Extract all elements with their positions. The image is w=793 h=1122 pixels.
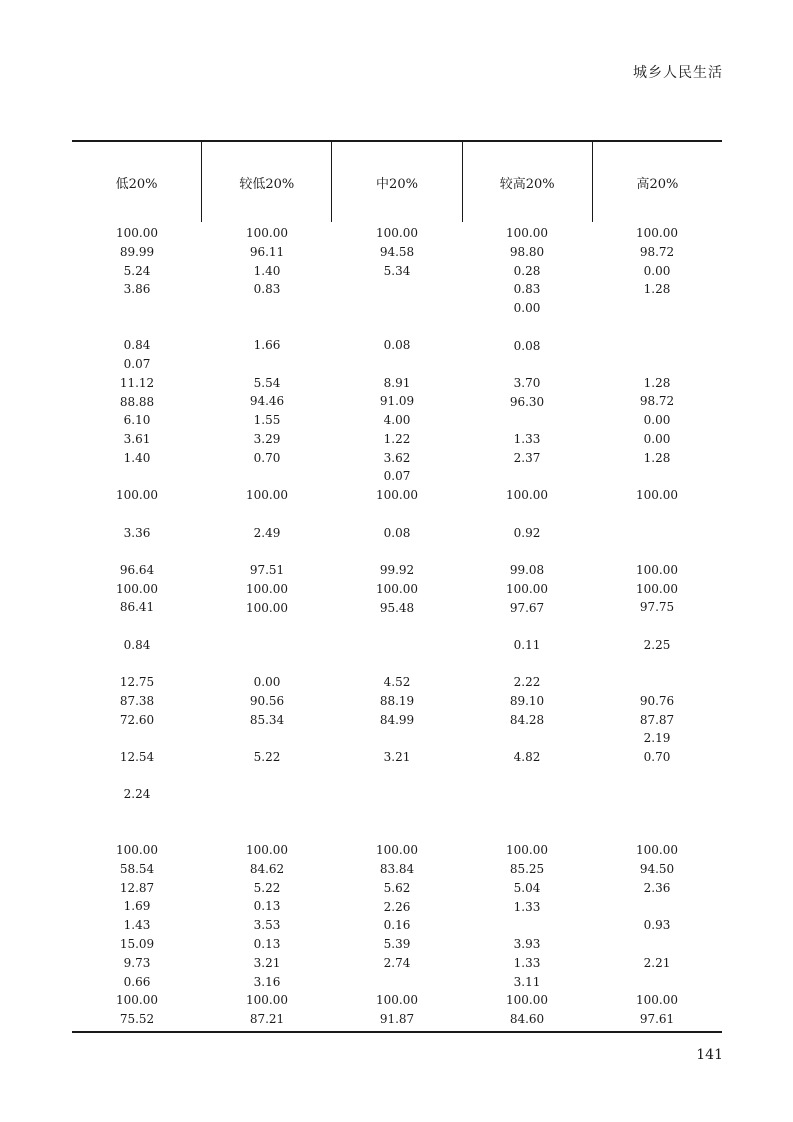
table-cell: 4.82 (513, 750, 541, 765)
table-column-lower-20 (202, 224, 332, 1029)
table-cell: 1.28 (643, 282, 671, 297)
table-cell: 100.00 (376, 993, 418, 1008)
table-cell (332, 299, 462, 318)
table-cell: 5.54 (253, 375, 281, 390)
table-bottom-rule (72, 1031, 722, 1033)
table-cell: 89.10 (509, 694, 545, 709)
page-number: 141 (696, 1047, 723, 1063)
table-cell (462, 318, 592, 337)
table-cell: 99.92 (379, 563, 415, 578)
table-cell (592, 655, 722, 674)
data-table (72, 140, 722, 1033)
table-cell (592, 786, 722, 805)
table-cell: 0.28 (513, 263, 541, 278)
table-cell: 0.07 (123, 356, 151, 371)
table-cell: 58.54 (119, 861, 155, 876)
header-middle-20: 中20% (332, 142, 462, 222)
table-cell: 0.08 (513, 338, 541, 353)
table-cell: 91.09 (379, 394, 415, 409)
table-cell (462, 655, 592, 674)
table-cell: 85.25 (509, 862, 545, 877)
table-cell: 95.48 (379, 600, 415, 615)
table-cell: 0.70 (253, 450, 281, 465)
table-cell: 100.00 (636, 993, 678, 1008)
table-cell (462, 767, 592, 786)
table-cell: 97.51 (249, 562, 285, 577)
table-cell (332, 973, 462, 992)
table-cell (202, 785, 332, 804)
table-cell (202, 654, 332, 673)
table-cell (202, 636, 332, 655)
table-cell (462, 916, 592, 935)
table-cell: 100.00 (116, 488, 158, 503)
table-cell: 5.24 (123, 263, 151, 278)
table-cell: 5.39 (383, 937, 411, 952)
table-cell: 83.84 (379, 862, 415, 877)
table-cell: 72.60 (119, 712, 155, 727)
table-cell (72, 655, 202, 674)
table-cell: 88.88 (119, 394, 155, 409)
table-cell: 96.30 (509, 394, 545, 409)
table-cell: 97.75 (639, 600, 675, 615)
table-cell (332, 730, 462, 749)
table-cell: 100.00 (376, 226, 418, 240)
table-cell: 3.86 (123, 282, 151, 297)
table-cell (592, 299, 722, 318)
table-cell: 12.87 (119, 880, 155, 895)
table-cell: 100.00 (636, 488, 678, 503)
table-cell: 5.34 (383, 263, 411, 278)
table-cell: 99.08 (509, 562, 545, 577)
table-cell: 0.70 (643, 750, 671, 765)
table-cell (72, 299, 202, 318)
table-cell (72, 804, 202, 823)
table-body (72, 224, 722, 1029)
table-cell (592, 318, 722, 337)
header-lower-20: 较低20% (202, 142, 332, 222)
table-cell (332, 767, 462, 786)
table-cell: 1.33 (513, 955, 541, 970)
table-cell: 87.38 (119, 693, 155, 708)
table-cell: 2.74 (383, 956, 411, 971)
table-cell: 5.22 (253, 880, 281, 895)
table-cell (332, 636, 462, 655)
table-cell: 98.72 (639, 394, 675, 409)
table-cell: 100.00 (246, 600, 288, 615)
table-cell: 84.60 (509, 1012, 545, 1027)
table-cell: 0.00 (643, 432, 671, 447)
table-cell (592, 542, 722, 561)
table-cell: 0.93 (643, 918, 671, 933)
table-cell: 2.21 (643, 955, 671, 970)
table-cell: 4.00 (383, 413, 411, 428)
table-cell (592, 804, 722, 823)
table-cell: 1.22 (383, 431, 411, 446)
table-cell: 86.41 (119, 600, 155, 615)
table-cell: 94.58 (379, 244, 415, 259)
table-cell: 85.34 (249, 712, 285, 727)
table-cell (202, 299, 332, 318)
table-cell: 1.33 (513, 899, 541, 914)
table-column-low-20 (72, 224, 202, 1029)
table-cell (592, 823, 722, 842)
table-cell: 75.52 (119, 1012, 155, 1027)
table-cell: 94.46 (249, 394, 285, 409)
table-cell: 1.28 (643, 450, 671, 465)
table-cell: 2.22 (513, 675, 541, 690)
table-cell (202, 767, 332, 786)
table-cell: 2.26 (383, 899, 411, 914)
table-cell (332, 280, 462, 299)
table-cell: 100.00 (246, 843, 288, 858)
table-cell: 4.52 (383, 675, 411, 690)
table-cell (332, 542, 462, 561)
table-cell (202, 318, 332, 337)
table-cell: 100.00 (246, 993, 288, 1008)
table-cell: 3.53 (253, 918, 281, 933)
table-cell: 0.83 (513, 282, 541, 297)
table-cell: 0.08 (383, 525, 411, 540)
table-cell (72, 617, 202, 636)
table-cell (332, 655, 462, 674)
table-cell (592, 355, 722, 374)
table-cell: 98.80 (509, 244, 545, 259)
table-cell: 1.40 (123, 450, 151, 465)
table-cell (592, 973, 722, 992)
table-cell (462, 786, 592, 805)
table-cell: 100.00 (376, 488, 418, 503)
table-cell (202, 468, 332, 487)
table-cell (592, 935, 722, 954)
table-cell: 3.21 (383, 750, 411, 765)
table-cell: 0.83 (253, 282, 281, 297)
table-cell: 8.91 (383, 375, 411, 390)
table-cell: 100.00 (636, 562, 678, 577)
table-cell (462, 505, 592, 524)
table-cell: 0.00 (643, 263, 671, 278)
table-cell: 100.00 (636, 226, 678, 240)
table-cell: 0.08 (383, 338, 411, 353)
table-cell: 0.92 (513, 525, 541, 540)
table-cell (332, 786, 462, 805)
header-high-20: 高20% (636, 176, 679, 192)
table-cell (462, 542, 592, 561)
table-cell: 2.49 (253, 525, 281, 540)
table-cell: 0.00 (513, 301, 541, 316)
table-cell: 0.66 (123, 974, 151, 989)
table-cell: 84.28 (509, 712, 545, 727)
table-cell: 100.00 (116, 226, 158, 240)
table-cell: 100.00 (636, 581, 678, 596)
table-cell: 100.00 (376, 843, 418, 858)
table-cell: 3.29 (253, 432, 281, 447)
table-cell: 97.67 (509, 600, 545, 615)
table-cell (72, 542, 202, 561)
table-cell: 15.09 (119, 937, 155, 952)
table-cell (592, 767, 722, 786)
table-cell: 84.99 (379, 712, 415, 727)
table-cell (592, 468, 722, 487)
table-cell: 100.00 (506, 226, 548, 240)
table-cell (202, 822, 332, 841)
table-cell: 5.62 (383, 880, 411, 895)
table-cell: 1.28 (643, 375, 671, 390)
table-cell (332, 355, 462, 374)
table-cell: 11.12 (119, 375, 155, 390)
table-cell: 100.00 (506, 843, 548, 858)
table-cell: 100.00 (246, 488, 288, 503)
table-cell: 1.55 (253, 413, 281, 428)
table-cell (592, 673, 722, 692)
table-cell: 84.62 (249, 861, 285, 876)
table-cell (462, 804, 592, 823)
table-cell: 0.84 (123, 637, 151, 652)
table-cell (72, 505, 202, 524)
table-cell: 90.56 (249, 693, 285, 708)
table-cell: 5.04 (513, 880, 541, 895)
table-cell: 3.61 (123, 432, 151, 447)
table-cell (202, 617, 332, 636)
table-cell: 5.22 (253, 749, 281, 764)
table-cell: 9.73 (123, 955, 151, 970)
table-cell (202, 542, 332, 561)
table-cell: 0.11 (513, 637, 541, 652)
running-head: 城乡人民生活 (633, 65, 723, 81)
table-cell: 100.00 (506, 581, 548, 596)
table-cell: 88.19 (379, 693, 415, 708)
table-cell (72, 468, 202, 487)
table-cell: 96.64 (119, 562, 155, 577)
table-cell: 0.13 (253, 937, 281, 951)
table-cell (462, 468, 592, 487)
table-cell: 100.00 (116, 581, 158, 596)
table-cell (332, 318, 462, 337)
table-cell: 100.00 (116, 843, 158, 858)
table-cell: 3.70 (513, 375, 541, 390)
table-cell: 96.11 (249, 244, 285, 259)
table-cell: 1.43 (123, 918, 151, 933)
table-cell: 1.33 (513, 432, 541, 447)
table-cell: 12.75 (119, 675, 155, 690)
table-cell: 87.21 (249, 1012, 285, 1027)
table-cell: 2.25 (643, 637, 671, 652)
table-cell: 100.00 (246, 581, 288, 596)
table-column-higher-20 (462, 224, 592, 1029)
table-cell (202, 355, 332, 374)
table-cell (202, 505, 332, 524)
table-cell: 100.00 (506, 488, 548, 503)
table-cell: 2.36 (643, 881, 671, 896)
header-low-20: 低20% (72, 142, 202, 222)
table-cell: 2.19 (643, 731, 671, 746)
table-cell: 100.00 (246, 226, 288, 240)
table-cell (592, 898, 722, 917)
table-cell: 3.36 (123, 525, 151, 540)
table-cell: 91.87 (379, 1012, 415, 1027)
table-cell (592, 524, 722, 543)
table-cell: 12.54 (119, 749, 155, 764)
table-header-row (72, 142, 722, 222)
table-column-middle-20 (332, 224, 462, 1029)
table-cell (462, 355, 592, 374)
table-cell (592, 617, 722, 636)
header-higher-20: 较高20% (463, 142, 593, 222)
table-cell: 0.84 (123, 338, 151, 353)
table-cell: 87.87 (639, 712, 675, 727)
table-cell: 98.72 (639, 244, 675, 259)
table-cell: 1.66 (253, 338, 281, 353)
table-column-high-20 (592, 224, 722, 1029)
table-cell: 0.13 (253, 899, 281, 914)
table-cell: 90.76 (639, 693, 675, 708)
table-cell: 6.10 (123, 413, 151, 428)
table-cell (72, 767, 202, 786)
table-cell: 97.61 (639, 1012, 675, 1027)
table-cell: 2.37 (513, 450, 541, 465)
table-cell: 0.16 (383, 918, 411, 933)
table-cell: 2.24 (123, 787, 151, 802)
table-cell: 0.00 (253, 675, 281, 690)
table-cell: 100.00 (376, 581, 418, 596)
table-cell: 3.16 (253, 974, 281, 989)
table-cell: 100.00 (636, 843, 678, 858)
table-cell: 3.62 (383, 450, 411, 465)
table-cell: 0.00 (643, 413, 671, 428)
table-cell: 1.69 (123, 899, 151, 914)
table-cell: 100.00 (506, 993, 548, 1008)
table-cell: 3.21 (253, 955, 281, 970)
table-cell (592, 505, 722, 524)
table-cell (72, 823, 202, 842)
table-cell: 3.93 (513, 937, 541, 951)
table-cell: 3.11 (513, 974, 541, 989)
table-cell (462, 412, 592, 431)
table-cell (332, 804, 462, 823)
table-cell (462, 823, 592, 842)
table-cell (592, 336, 722, 355)
table-cell (462, 730, 592, 749)
table-cell: 100.00 (116, 993, 158, 1008)
table-cell (202, 729, 332, 748)
table-cell: 1.40 (253, 263, 281, 278)
table-cell (332, 617, 462, 636)
table-cell (72, 729, 202, 748)
table-cell: 94.50 (639, 862, 675, 877)
table-cell (72, 318, 202, 337)
table-cell (462, 617, 592, 636)
table-cell: 0.07 (383, 469, 411, 484)
table-cell: 89.99 (119, 244, 155, 259)
table-cell (332, 505, 462, 524)
table-cell (202, 804, 332, 823)
table-cell (332, 823, 462, 842)
